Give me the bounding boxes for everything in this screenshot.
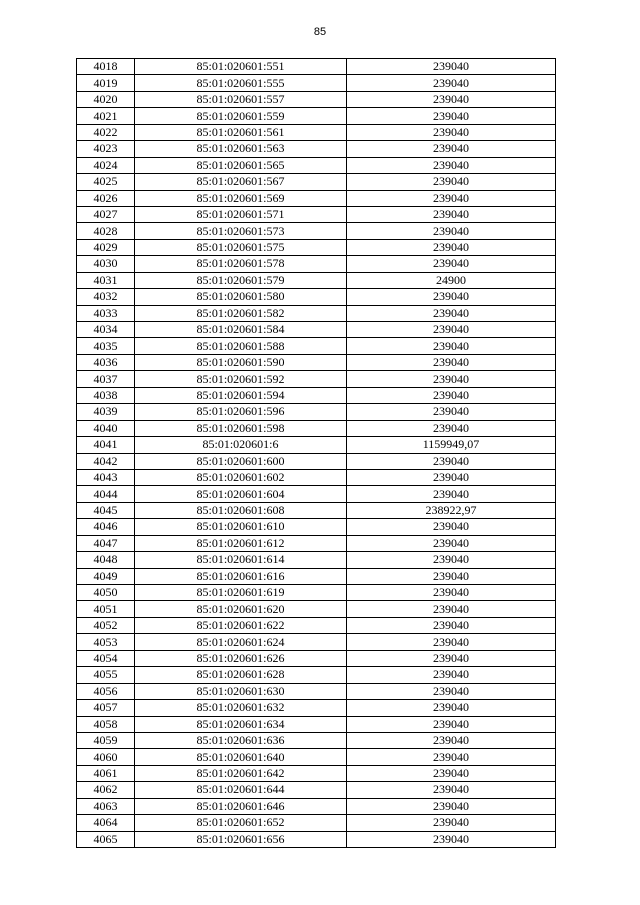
cadastral-number-cell: 85:01:020601:640 — [135, 749, 347, 765]
cadastral-number-cell: 85:01:020601:608 — [135, 502, 347, 518]
table-row — [77, 387, 556, 403]
cadastral-number-cell: 85:01:020601:624 — [135, 634, 347, 650]
cadastral-number-cell: 85:01:020601:636 — [135, 732, 347, 748]
table-row — [77, 700, 556, 716]
value-cell: 239040 — [347, 585, 556, 601]
table-row — [77, 683, 556, 699]
row-number-cell: 4040 — [77, 420, 135, 436]
table-row — [77, 75, 556, 91]
cadastral-number-cell: 85:01:020601:619 — [135, 585, 347, 601]
row-number-cell: 4049 — [77, 568, 135, 584]
table-row — [77, 124, 556, 140]
row-number-cell: 4059 — [77, 732, 135, 748]
row-number-cell: 4022 — [77, 124, 135, 140]
table-row — [77, 91, 556, 107]
value-cell: 239040 — [347, 371, 556, 387]
table-row — [77, 815, 556, 831]
cadastral-number-cell: 85:01:020601:634 — [135, 716, 347, 732]
cadastral-number-cell: 85:01:020601:620 — [135, 601, 347, 617]
row-number-cell: 4063 — [77, 798, 135, 814]
cadastral-number-cell: 85:01:020601:604 — [135, 486, 347, 502]
value-cell: 238922,97 — [347, 502, 556, 518]
table-row — [77, 437, 556, 453]
table-row — [77, 289, 556, 305]
value-cell: 1159949,07 — [347, 437, 556, 453]
table-row — [77, 404, 556, 420]
table-row — [77, 568, 556, 584]
value-cell: 239040 — [347, 91, 556, 107]
value-cell: 239040 — [347, 617, 556, 633]
value-cell: 239040 — [347, 420, 556, 436]
cadastral-number-cell: 85:01:020601:555 — [135, 75, 347, 91]
cadastral-number-cell: 85:01:020601:569 — [135, 190, 347, 206]
cadastral-number-cell: 85:01:020601:602 — [135, 469, 347, 485]
row-number-cell: 4021 — [77, 108, 135, 124]
value-cell: 239040 — [347, 683, 556, 699]
cadastral-number-cell: 85:01:020601:646 — [135, 798, 347, 814]
cadastral-number-cell: 85:01:020601:598 — [135, 420, 347, 436]
value-cell: 239040 — [347, 108, 556, 124]
table-row — [77, 354, 556, 370]
cadastral-number-cell: 85:01:020601:571 — [135, 206, 347, 222]
row-number-cell: 4057 — [77, 700, 135, 716]
value-cell: 239040 — [347, 157, 556, 173]
row-number-cell: 4064 — [77, 815, 135, 831]
row-number-cell: 4037 — [77, 371, 135, 387]
table-row — [77, 157, 556, 173]
cadastral-number-cell: 85:01:020601:592 — [135, 371, 347, 387]
row-number-cell: 4029 — [77, 239, 135, 255]
cadastral-number-cell: 85:01:020601:588 — [135, 338, 347, 354]
row-number-cell: 4028 — [77, 223, 135, 239]
row-number-cell: 4039 — [77, 404, 135, 420]
table-row — [77, 453, 556, 469]
value-cell: 239040 — [347, 322, 556, 338]
table-row — [77, 174, 556, 190]
cadastral-number-cell: 85:01:020601:656 — [135, 831, 347, 847]
table-row — [77, 108, 556, 124]
cadastral-number-cell: 85:01:020601:559 — [135, 108, 347, 124]
row-number-cell: 4050 — [77, 585, 135, 601]
cadastral-number-cell: 85:01:020601:6 — [135, 437, 347, 453]
table-row — [77, 239, 556, 255]
value-cell: 239040 — [347, 354, 556, 370]
row-number-cell: 4018 — [77, 59, 135, 75]
value-cell: 239040 — [347, 601, 556, 617]
table-row — [77, 634, 556, 650]
cadastral-number-cell: 85:01:020601:551 — [135, 59, 347, 75]
value-cell: 239040 — [347, 749, 556, 765]
value-cell: 239040 — [347, 732, 556, 748]
row-number-cell: 4054 — [77, 650, 135, 666]
value-cell: 239040 — [347, 404, 556, 420]
table-row — [77, 732, 556, 748]
table-row — [77, 798, 556, 814]
row-number-cell: 4032 — [77, 289, 135, 305]
value-cell: 239040 — [347, 239, 556, 255]
row-number-cell: 4043 — [77, 469, 135, 485]
table-row — [77, 552, 556, 568]
value-cell: 239040 — [347, 141, 556, 157]
value-cell: 239040 — [347, 519, 556, 535]
value-cell: 239040 — [347, 831, 556, 847]
row-number-cell: 4052 — [77, 617, 135, 633]
cadastral-number-cell: 85:01:020601:632 — [135, 700, 347, 716]
table-row — [77, 59, 556, 75]
table-row — [77, 716, 556, 732]
table-row — [77, 765, 556, 781]
cadastral-number-cell: 85:01:020601:616 — [135, 568, 347, 584]
row-number-cell: 4046 — [77, 519, 135, 535]
cadastral-number-cell: 85:01:020601:567 — [135, 174, 347, 190]
table-body — [77, 59, 556, 848]
row-number-cell: 4045 — [77, 502, 135, 518]
row-number-cell: 4041 — [77, 437, 135, 453]
value-cell: 239040 — [347, 305, 556, 321]
cadastral-number-cell: 85:01:020601:626 — [135, 650, 347, 666]
value-cell: 239040 — [347, 568, 556, 584]
value-cell: 239040 — [347, 59, 556, 75]
cadastral-number-cell: 85:01:020601:590 — [135, 354, 347, 370]
row-number-cell: 4053 — [77, 634, 135, 650]
table-row — [77, 486, 556, 502]
row-number-cell: 4024 — [77, 157, 135, 173]
table-row — [77, 322, 556, 338]
row-number-cell: 4020 — [77, 91, 135, 107]
value-cell: 239040 — [347, 453, 556, 469]
table-row — [77, 141, 556, 157]
table-row — [77, 190, 556, 206]
table-row — [77, 206, 556, 222]
cadastral-number-cell: 85:01:020601:578 — [135, 256, 347, 272]
row-number-cell: 4042 — [77, 453, 135, 469]
table-row — [77, 420, 556, 436]
value-cell: 239040 — [347, 75, 556, 91]
row-number-cell: 4027 — [77, 206, 135, 222]
table-row — [77, 371, 556, 387]
cadastral-number-cell: 85:01:020601:644 — [135, 782, 347, 798]
row-number-cell: 4036 — [77, 354, 135, 370]
table-row — [77, 601, 556, 617]
cadastral-number-cell: 85:01:020601:628 — [135, 667, 347, 683]
cadastral-number-cell: 85:01:020601:594 — [135, 387, 347, 403]
table-row — [77, 667, 556, 683]
row-number-cell: 4044 — [77, 486, 135, 502]
table-row — [77, 305, 556, 321]
value-cell: 239040 — [347, 716, 556, 732]
cadastral-number-cell: 85:01:020601:652 — [135, 815, 347, 831]
value-cell: 239040 — [347, 700, 556, 716]
cadastral-number-cell: 85:01:020601:557 — [135, 91, 347, 107]
cadastral-number-cell: 85:01:020601:584 — [135, 322, 347, 338]
value-cell: 239040 — [347, 469, 556, 485]
value-cell: 239040 — [347, 338, 556, 354]
cadastral-number-cell: 85:01:020601:575 — [135, 239, 347, 255]
table-row — [77, 338, 556, 354]
data-table — [76, 58, 556, 848]
value-cell: 239040 — [347, 798, 556, 814]
table-row — [77, 749, 556, 765]
cadastral-number-cell: 85:01:020601:630 — [135, 683, 347, 699]
table-row — [77, 831, 556, 847]
row-number-cell: 4056 — [77, 683, 135, 699]
cadastral-number-cell: 85:01:020601:596 — [135, 404, 347, 420]
row-number-cell: 4048 — [77, 552, 135, 568]
value-cell: 239040 — [347, 634, 556, 650]
row-number-cell: 4030 — [77, 256, 135, 272]
row-number-cell: 4055 — [77, 667, 135, 683]
table-row — [77, 782, 556, 798]
row-number-cell: 4023 — [77, 141, 135, 157]
row-number-cell: 4019 — [77, 75, 135, 91]
value-cell: 239040 — [347, 289, 556, 305]
row-number-cell: 4058 — [77, 716, 135, 732]
table-row — [77, 519, 556, 535]
row-number-cell: 4061 — [77, 765, 135, 781]
table-row — [77, 617, 556, 633]
cadastral-number-cell: 85:01:020601:561 — [135, 124, 347, 140]
value-cell: 239040 — [347, 815, 556, 831]
table-row — [77, 585, 556, 601]
row-number-cell: 4038 — [77, 387, 135, 403]
row-number-cell: 4051 — [77, 601, 135, 617]
row-number-cell: 4035 — [77, 338, 135, 354]
cadastral-number-cell: 85:01:020601:642 — [135, 765, 347, 781]
table-row — [77, 535, 556, 551]
value-cell: 239040 — [347, 535, 556, 551]
cadastral-number-cell: 85:01:020601:622 — [135, 617, 347, 633]
cadastral-number-cell: 85:01:020601:614 — [135, 552, 347, 568]
table-row — [77, 272, 556, 288]
value-cell: 239040 — [347, 174, 556, 190]
row-number-cell: 4031 — [77, 272, 135, 288]
row-number-cell: 4062 — [77, 782, 135, 798]
cadastral-number-cell: 85:01:020601:612 — [135, 535, 347, 551]
value-cell: 239040 — [347, 124, 556, 140]
cadastral-number-cell: 85:01:020601:580 — [135, 289, 347, 305]
value-cell: 24900 — [347, 272, 556, 288]
row-number-cell: 4025 — [77, 174, 135, 190]
table-row — [77, 650, 556, 666]
page-number: 85 — [313, 26, 327, 38]
row-number-cell: 4026 — [77, 190, 135, 206]
row-number-cell: 4060 — [77, 749, 135, 765]
cadastral-number-cell: 85:01:020601:565 — [135, 157, 347, 173]
row-number-cell: 4034 — [77, 322, 135, 338]
cadastral-number-cell: 85:01:020601:563 — [135, 141, 347, 157]
value-cell: 239040 — [347, 782, 556, 798]
cadastral-number-cell: 85:01:020601:573 — [135, 223, 347, 239]
table-row — [77, 256, 556, 272]
value-cell: 239040 — [347, 650, 556, 666]
row-number-cell: 4065 — [77, 831, 135, 847]
cadastral-number-cell: 85:01:020601:610 — [135, 519, 347, 535]
value-cell: 239040 — [347, 765, 556, 781]
value-cell: 239040 — [347, 206, 556, 222]
value-cell: 239040 — [347, 387, 556, 403]
row-number-cell: 4047 — [77, 535, 135, 551]
table-row — [77, 469, 556, 485]
value-cell: 239040 — [347, 256, 556, 272]
cadastral-number-cell: 85:01:020601:582 — [135, 305, 347, 321]
cadastral-number-cell: 85:01:020601:579 — [135, 272, 347, 288]
row-number-cell: 4033 — [77, 305, 135, 321]
table-row — [77, 502, 556, 518]
cadastral-number-cell: 85:01:020601:600 — [135, 453, 347, 469]
value-cell: 239040 — [347, 190, 556, 206]
value-cell: 239040 — [347, 667, 556, 683]
value-cell: 239040 — [347, 223, 556, 239]
value-cell: 239040 — [347, 552, 556, 568]
value-cell: 239040 — [347, 486, 556, 502]
table-row — [77, 223, 556, 239]
